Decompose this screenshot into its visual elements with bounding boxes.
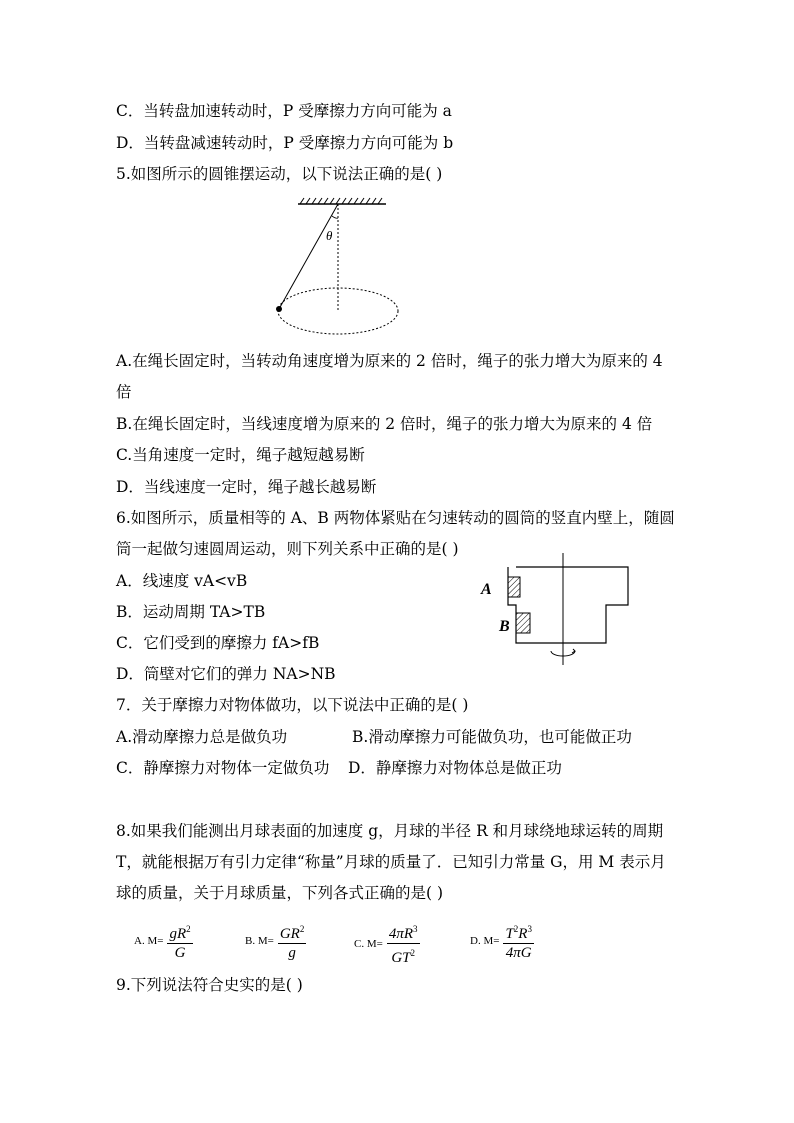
theta-label: θ xyxy=(326,228,333,243)
q8-stem-line1: 8.如果我们能测出月球表面的加速度 g，月球的半径 R 和月球绕地球运转的周期 xyxy=(116,822,664,840)
q6-option-a: A．线速度 vA<vB xyxy=(116,572,248,590)
q6-option-d: D．筒壁对它们的弹力 NA>NB xyxy=(116,665,336,683)
q5-option-b: B.在绳长固定时，当线速度增为原来的 2 倍时，绳子的张力增大为原来的 4 倍 xyxy=(116,415,653,433)
q7-option-d: D．静摩擦力对物体总是做正功 xyxy=(348,759,562,777)
q5-option-c: C.当角速度一定时，绳子越短越易断 xyxy=(116,446,365,464)
rotating-cylinder-figure xyxy=(478,545,638,670)
fraction: $\frac{4\pi R^3}{GT^2}$ xyxy=(387,920,420,967)
block-a-label: A xyxy=(481,581,492,598)
q8-stem-line3: 球的质量，关于月球质量，下列各式正确的是( ) xyxy=(116,884,444,902)
q9-stem: 9.下列说法符合史实的是( ) xyxy=(116,976,303,994)
q6-stem-line1: 6.如图所示，质量相等的 A、B 两物体紧贴在匀速转动的圆筒的竖直内壁上，随圆 xyxy=(116,509,675,527)
q7-option-b: B.滑动摩擦力可能做负功，也可能做正功 xyxy=(352,728,632,746)
q8-option-a: A. M= $\frac{gR^2}{G}$ xyxy=(134,920,193,962)
q6-option-b: B．运动周期 TA>TB xyxy=(116,603,266,621)
q4-option-d: D．当转盘减速转动时，P 受摩擦力方向可能为 b xyxy=(116,134,454,152)
q7-stem: 7．关于摩擦力对物体做功，以下说法中正确的是( ) xyxy=(116,696,469,714)
q8-option-c: C. M= $\frac{4\pi R^3}{GT^2}$ xyxy=(354,920,420,967)
q6-option-c: C．它们受到的摩擦力 fA>fB xyxy=(116,634,320,652)
fraction: $\frac{T^2R^3}{4\pi G}$ xyxy=(503,920,534,962)
q8-option-d: D. M= $\frac{T^2R^3}{4\pi G}$ xyxy=(470,920,534,962)
q5-option-a-line1: A.在绳长固定时，当转动角速度增为原来的 2 倍时，绳子的张力增大为原来的 4 xyxy=(116,352,663,370)
fraction: $\frac{GR^2}{g}$ xyxy=(278,920,307,962)
q8-stem-line2: T，就能根据万有引力定律“称量”月球的质量了．已知引力常量 G，用 M 表示月 xyxy=(116,853,666,871)
q4-option-c: C．当转盘加速转动时，P 受摩擦力方向可能为 a xyxy=(116,102,452,120)
q7-option-a: A.滑动摩擦力总是做负功 xyxy=(116,728,288,746)
q5-option-d: D．当线速度一定时，绳子越长越易断 xyxy=(116,478,377,496)
fraction: $\frac{gR^2}{G}$ xyxy=(167,920,192,962)
block-b-label: B xyxy=(499,618,510,635)
conical-pendulum-figure xyxy=(270,196,410,346)
q8-option-b: B. M= $\frac{GR^2}{g}$ xyxy=(245,920,306,962)
q7-option-c: C．静摩擦力对物体一定做负功 xyxy=(116,759,330,777)
q5-stem: 5.如图所示的圆锥摆运动，以下说法正确的是( ) xyxy=(116,165,443,183)
q6-stem-line2: 筒一起做匀速圆周运动，则下列关系中正确的是( ) xyxy=(116,540,459,558)
q5-option-a-line2: 倍 xyxy=(116,383,132,401)
